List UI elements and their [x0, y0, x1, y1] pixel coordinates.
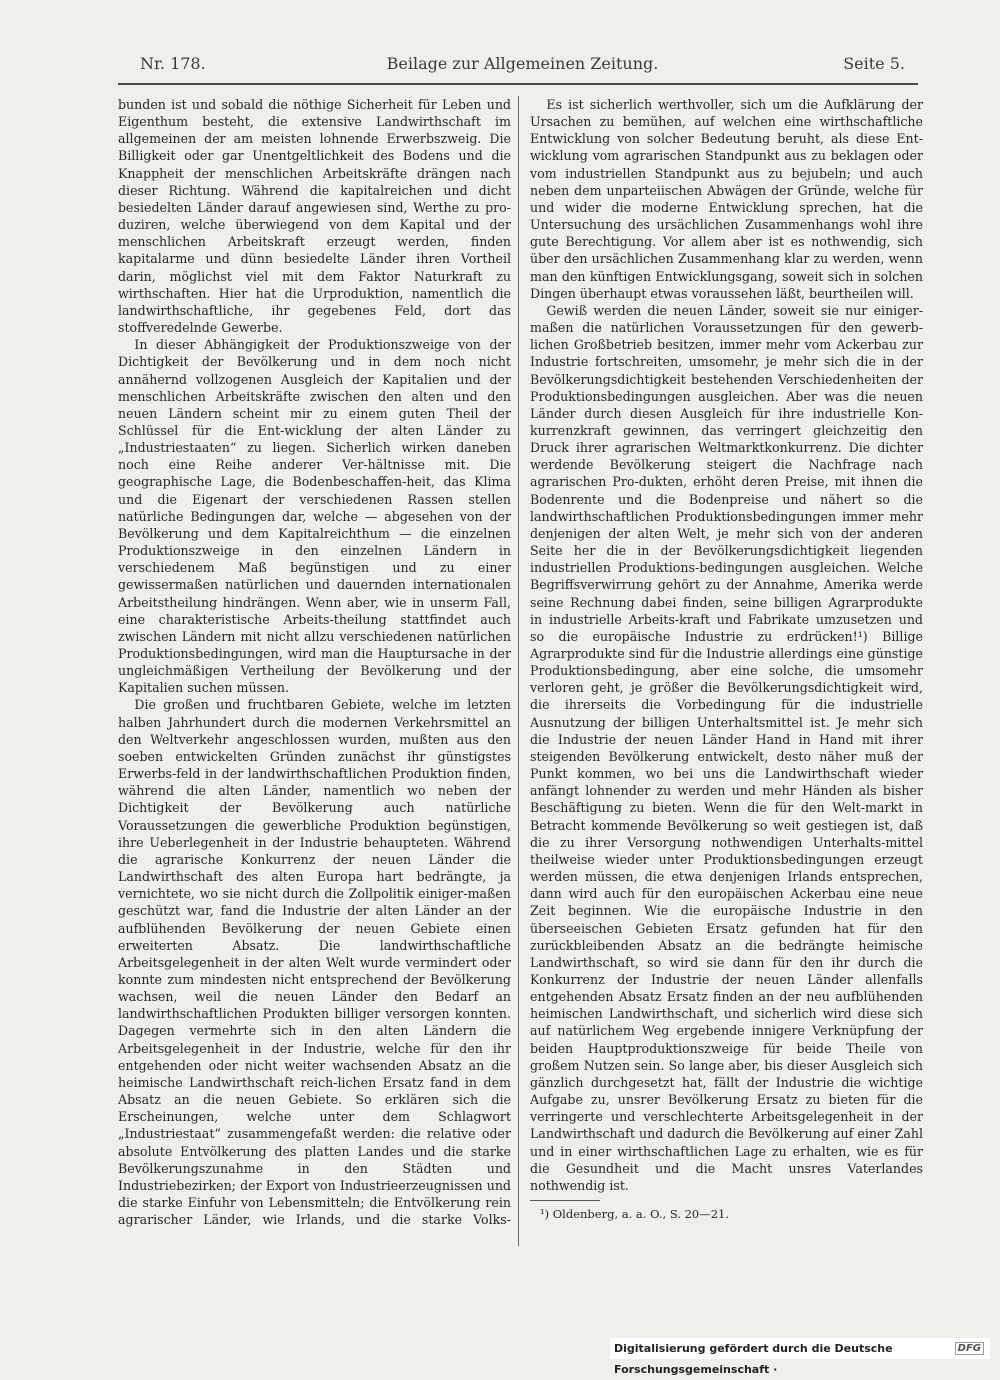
paragraph: In dieser Abhängigkeit der Produktionszweige von der Dichtigkeit der Bevölkerung und in dem noch nicht annähernd vollzogenen Ausgleich der Kapitalien und der menschlichen Arbeitskräfte zwischen den alten und den neuen Ländern scheint mir zu einem guten Theil der Schlüssel für die Ent-wicklung der alten Länder zu „Industriestaaten“ zu liegen. Sicherlich wirken daneben noch eine Reihe anderer Ver-hältnisse mit. Die geographische Lage, die Bodenbeschaffen-heit, das Klima und die Eigenart der verschiedenen Rassen stellen natürliche Bedingungen dar, welche — abgesehen von der Bevölkerung und dem Kapitalreichthum — die einzelnen Produktionszweige in den einzelnen Ländern in verschiedenem Maß begünstigen und zu einer gewissermaßen natürlichen und dauernden internationalen Arbeitstheilung hindrängen. Wenn aber, wie in unserm Fall, eine charakteristische Arbeits-theilung stattfindet auch zwischen Ländern mit nicht allzu verschiedenen natürlichen Produktionsbedingungen, wird man die Hauptursache in der ungleichmäßigen Vertheilung der Bevölkerung und der Kapitalien suchen müssen.	[118, 337, 511, 696]
paragraph: bunden ist und sobald die nöthige Sicherheit für Leben und Eigenthum besteht, die extensive Landwirthschaft im allgemeinen der am meisten lohnende Erwerbszweig. Die Billigkeit oder gar Unentgeltlichkeit des Bodens und die Knappheit der menschlichen Arbeitskräfte drängen nach dieser Richtung. Während die kapitalreichen und dicht besiedelten Länder darauf angewiesen sind, Werthe zu pro-duziren, welche überwiegend von dem Kapital und der menschlichen Arbeitskraft erzeugt werden, finden kapitalarme und dünn besiedelte Länder ihren Vortheil darin, möglichst viel mit dem Faktor Naturkraft zu wirthschaften. Hier hat die Urproduktion, namentlich die landwirthschaftliche, ihr gegebenes Feld, dort das stoffveredelnde Gewerbe.	[118, 97, 511, 336]
paragraph: Die großen und fruchtbaren Gebiete, welche im letzten halben Jahrhundert durch die modernen Verkehrsmittel an den Weltverkehr angeschlossen wurden, mußten aus den soeben entwickelten Gründen zunächst ihr günstigstes Erwerbs-feld in der landwirthschaftlichen Produktion finden, während die alten Länder, namentlich wo neben der Dichtigkeit der Bevölkerung auch natürliche Voraussetzungen die gewerbliche Produktion begünstigen, ihre Ueberlegenheit in der Industrie behaupteten. Während die agrarische Konkurrenz der neuen Länder die Landwirthschaft des alten Europa hart bedrängte, ja vernichtete, wo sie nicht durch die Zollpolitik einiger-maßen geschützt war, fand die Industrie der alten Länder an der aufblühenden Bevölkerung der neuen Gebiete einen erweiterten Absatz. Die landwirthschaftliche Arbeitsgelegenheit in der alten Welt wurde vermindert oder konnte zum mindesten nicht entsprechend der Bevölkerung wachsen, weil die neuen Länder den Bedarf an landwirthschaftlichen Produkten billiger versorgen konnten. Dagegen vermehrte sich in den alten Ländern die Arbeitsgelegenheit in der Industrie, welche für den ihr entgehenden oder nicht weiter wachsenden Absatz an die heimische Landwirthschaft reich-lichen Ersatz fand in dem Absatz an die neuen Gebiete. So erklären sich die Erscheinungen, welche unter dem Schlagwort „Industriestaat“ zusammengefaßt werden: die relative oder absolute Entvölkerung des platten Landes und die starke Bevölkerungszunahme in den Städten und Industriebezirken; der Export von Industrieerzeugnissen und die starke Einfuhr von Lebensmitteln; die Entvölkerung rein agrarischer Länder, wie Irlands, und die starke Volks-	[118, 697, 511, 1228]
digitization-credit	[610, 1338, 990, 1376]
paragraph	[530, 1194, 923, 1196]
dfg-logo: DFG	[955, 1342, 984, 1355]
page-number: Seite 5.	[843, 54, 905, 73]
page-header	[140, 50, 905, 80]
footnote-rule	[530, 1200, 600, 1201]
footnote: ¹) Oldenberg, a. a. O., S. 20—21.	[540, 1207, 730, 1221]
supplement-title: Beilage zur Allgemeinen Zeitung.	[386, 54, 659, 73]
left-column	[118, 96, 511, 1230]
paragraph: Es ist sicherlich werthvoller, sich um die Aufklärung der Ursachen zu bemühen, auf welchen eine wirthschaftliche Entwicklung von solcher Bedeutung beruht, als diese Ent-wicklung vom agrarischen Standpunkt aus zu beklagen oder vom industriellen Standpunkt aus zu bejubeln; und auch neben dem unparteiischen Abwägen der Gründe, welche für und wider die moderne Entwicklung sprechen, hat die Untersuchung des ursächlichen Zusammenhangs wohl ihre gute Berechtigung. Vor allem aber ist es nothwendig, sich über den ursächlichen Zusammenhang klar zu werden, wenn man den künftigen Entwicklungsgang, soweit sich in solchen Dingen überhaupt etwas voraussehen läßt, beurtheilen will.	[530, 97, 923, 301]
credit-text: Digitalisierung gefördert durch die Deutsche Forschungsgemeinschaft ·	[614, 1342, 893, 1376]
right-column	[530, 96, 923, 1196]
paragraph: Gewiß werden die neuen Länder, soweit sie nur einiger-maßen die natürlichen Voraussetzungen für den gewerb-lichen Großbetrieb besitzen, immer mehr vom Ackerbau zur Industrie fortschreiten, umsomehr, je mehr sich die in der Bevölkerungsdichtigkeit bestehenden Verschiedenheiten der Produktionsbedingungen ausgleichen. Aber was die neuen Länder durch diesen Ausgleich für ihre industrielle Kon-kurrenzkraft gewinnen, das verringert gleichzeitig den Druck ihrer agrarischen Weltmarktkonkurrenz. Die dichter werdende Bevölkerung steigert die Nachfrage nach agrarischen Pro-dukten, erhöht deren Preise, mit ihnen die Bodenrente und die Bodenpreise und nähert so die landwirthschaftlichen Produktionsbedingungen immer mehr denjenigen der alten Welt, je mehr sich von der anderen Seite her die in der Bevölkerungsdichtigkeit liegenden industriellen Produktions-bedingungen ausgleichen. Welche Begriffsverwirrung gehört zu der Annahme, Amerika werde seine Rechnung dabei finden, seine billigen Agrarprodukte in industrielle Arbeits-kraft und Fabrikate umzusetzen und so die europäische Industrie zu erdrücken!¹) Billige Agrarprodukte sind für die Industrie allerdings eine günstige Produktionsbedingung, aber eine solche, die umsomehr verloren geht, je größer die Bevölkerungsdichtigkeit wird, die ihrerseits die Vorbedingung für die industrielle Ausnutzung der billigen Unterhaltsmittel ist. Je mehr sich die Industrie der neuen Länder Hand in Hand mit ihrer steigenden Bevölkerung entwickelt, desto näher muß der Punkt kommen, wo bei uns die Landwirthschaft wieder anfängt lohnender zu werden und mehr Händen als bisher Beschäftigung zu bieten. Wenn die für den Welt-markt in Betracht kommende Bevölkerung so weit gestiegen ist, daß die zu ihrer Versorgung nothwendigen Unterhalts-mittel theilweise wieder unter Produktionsbedingungen erzeugt werden müssen, die etwa denjenigen Irlands entsprechen, dann wird auch für den europäischen Ackerbau eine neue Zeit beginnen. Wie die europäische Industrie in den überseeischen Gebieten Ersatz gefunden hat für den zurückbleibenden Absatz an die bedrängte heimische Landwirthschaft, so wird sie dann für den ihr durch die Konkurrenz der Industrie der neuen Länder allenfalls entgehenden Absatz Ersatz finden an der neu aufblühenden heimischen Landwirthschaft, und sicherlich wird diese sich auf natürlichem Weg ergebende innigere Verknüpfung der beiden Hauptproduktionszweige für beide Theile von großem Nutzen sein. So lange aber, bis dieser Ausgleich sich gänzlich durchgesetzt hat, fällt der Industrie die wichtige Aufgabe zu, unsrer Bevölkerung Ersatz zu bieten für die verringerte und verschlechterte Arbeitsgelegenheit in der Landwirthschaft und dadurch die Bevölkerung auf einer Zahl und in einer wirthschaftlichen Lage zu erhalten, wie es für die Gesundheit und die Macht unsres Vaterlandes nothwendig ist.	[530, 302, 923, 1193]
column-divider	[518, 96, 519, 1246]
issue-number: Nr. 178.	[140, 54, 206, 73]
header-rule	[118, 83, 918, 85]
